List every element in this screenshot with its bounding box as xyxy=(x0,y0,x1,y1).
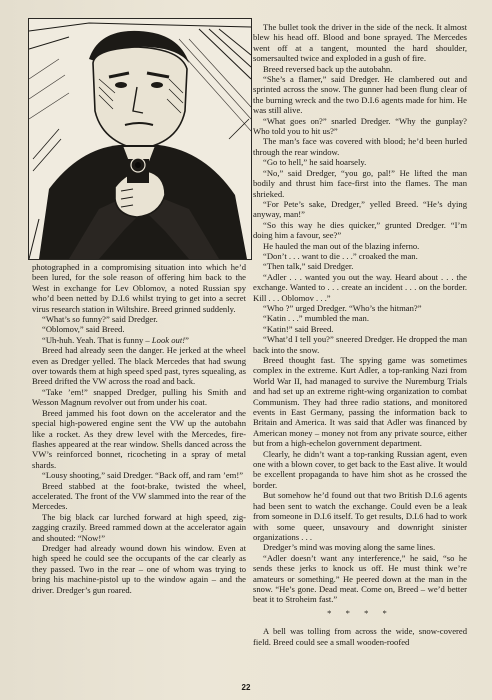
paragraph: “So this way he dies quicker,” grunted Dredger. “I’m doing him a favour, see?” xyxy=(253,219,467,241)
paragraph: Breed reversed back up the autobahn. xyxy=(263,63,393,74)
paragraph: “Then talk,” said Dredger. xyxy=(263,261,354,272)
left-text-column xyxy=(32,262,246,595)
paragraph: A bell was tolling from across the wide, snow-covered field. Breed could see a small wooden-roofed xyxy=(253,626,467,647)
gunman-illustration xyxy=(28,18,252,260)
paragraph: Breed stabbed at the foot-brake, twisted the wheel, accelerated. The front of the VW slammed into the rear of the Mercedes. xyxy=(32,480,246,512)
paragraph: “Uh-huh. Yeah. That is funny – Look out!” xyxy=(42,334,189,345)
paragraph: Breed had already seen the danger. He jerked at the wheel even as Dredger yelled. The black Mercedes that had swung over towards them at high speed sped past, tyres squealing, as Breed drifted the VW across the road and back. xyxy=(32,345,246,387)
paragraph: “Katin . . .” mumbled the man. xyxy=(263,313,369,324)
paragraph: “For Pete’s sake, Dredger,” yelled Breed. “He’s dying anyway, man!” xyxy=(253,198,467,220)
right-text-column xyxy=(253,22,467,647)
paragraph: The big black car lurched forward at high speed, zig-zagging crazily. Breed rammed down at the accelerator again and shouted: “Now!” xyxy=(32,511,246,543)
paragraph: “Don’t . . . want to die . . .” croaked the man. xyxy=(263,250,418,261)
paragraph: “Who ?” urged Dredger. “Who’s the hitman?” xyxy=(263,302,422,313)
paragraph: “No,” said Dredger, “you go, pal!” He lifted the man bodily and thrust him face-first into the flames. The man shrieked. xyxy=(253,167,467,199)
paragraph: But somehow he’d found out that two British D.I.6 agents had been sent to watch the exchange. Could even be a leak from someone in D.I.6 itself. To get results, D.I.6 had to work with some queer, unsavoury and downright sinister organizations . . . xyxy=(253,490,467,542)
paragraph: “What’d I tell you?” sneered Dredger. He dropped the man back into the snow. xyxy=(253,334,467,355)
paragraph: The bullet took the driver in the side of the neck. It almost blew his head off. Blood and bone sprayed. The Mercedes went off at a tangent, mounted the hard shoulder, somersaulted twice and exploded in a gush of fire. xyxy=(253,22,467,64)
section-break: * * * * xyxy=(327,607,393,618)
gunman-drawing xyxy=(29,19,251,259)
paragraph: “Adler . . . wanted you out the way. Heard about . . . the exchange. Wanted to . . . create an incident . . . on the border. Kill . . . Oblomov . . .” xyxy=(253,271,467,303)
paragraph: “Lousy shooting,” said Dredger. “Back off, and ram ’em!” xyxy=(42,470,244,481)
paragraph: “Take ’em!” snapped Dredger, pulling his Smith and Wesson Magnum revolver out from under his coat. xyxy=(32,386,246,408)
page-number: 22 xyxy=(241,683,251,692)
paragraph: “Adler doesn’t want any interference,” he said, “so he sends these jerks to knock us off. He must think we’re amateurs or something.” He peered down at the man in the snow. “He’s gone. Dead meat. Come on, Breed – we’d better beat it to Stroheim fast.” xyxy=(253,552,467,605)
emphasis: Look out! xyxy=(151,334,186,345)
paragraph: Dredger had already wound down his window. Even at high speed he could see the occupants of the car clearly as they passed. Two in the rear – one of whom was trying to bring his machine-pistol up to the window again – and the driver. Dredger’s gun roared. xyxy=(32,542,246,595)
paragraph: The man’s face was covered with blood; he’d been hurled through the rear window. xyxy=(253,136,467,157)
paragraph: “Katin!” said Breed. xyxy=(263,323,334,334)
paragraph: Clearly, he didn’t want a top-ranking Russian agent, even one with a blown cover, to get back to the East alive. It would be excellent propaganda to have him shot as he crossed the border. xyxy=(253,448,467,490)
paragraph: Breed jammed his foot down on the accelerator and the special high-powered engine sent the VW up the autobahn like a rocket. As they drew level with the Mercedes, fire-flashes appeared at the rear window. Shells danced across the VW’s reinforced bonnet, ricocheting in a spray of metal shards. xyxy=(32,407,246,470)
paragraph: He hauled the man out of the blazing inferno. xyxy=(263,240,420,251)
paragraph: Dredger’s mind was moving along the same lines. xyxy=(263,542,436,553)
paragraph: Breed thought fast. The spying game was sometimes complex in the extreme. Kurt Adler, a top-ranking Nazi from World War II, had managed to survive the Nuremburg Trials and had set up an extreme right-wing organization to combat Communism. They had three radio stations, and monitored events in East Germany, passing the information back to Britain and America. It was said that Adler was financed by American money – money not from any private source, either but from a high-echelon government department. xyxy=(253,355,467,449)
paragraph: “What’s so funny?” said Dredger. xyxy=(42,314,158,325)
paragraph: “Go to hell,” he said hoarsely. xyxy=(263,157,367,168)
paragraph: “Oblomov,” said Breed. xyxy=(42,324,125,335)
paragraph: “She’s a flamer,” said Dredger. He clambered out and sprinted across the snow. The gunner had been flung clear of the burning wreck and the two D.I.6 agents made for him. He was still alive. xyxy=(253,74,467,116)
paragraph: photographed in a compromising situation into which he’d been lured, for the sole reason of offering him back to the West in exchange for Lev Oblomov, a noted Russian spy who’d been netted by D.I.6 whilst trying to get into a secret virus research station in Wiltshire. Breed grinned suddenly. xyxy=(32,262,246,314)
paragraph: “What goes on?” snarled Dredger. “Why the gunplay? Who told you to hit us?” xyxy=(253,115,467,137)
